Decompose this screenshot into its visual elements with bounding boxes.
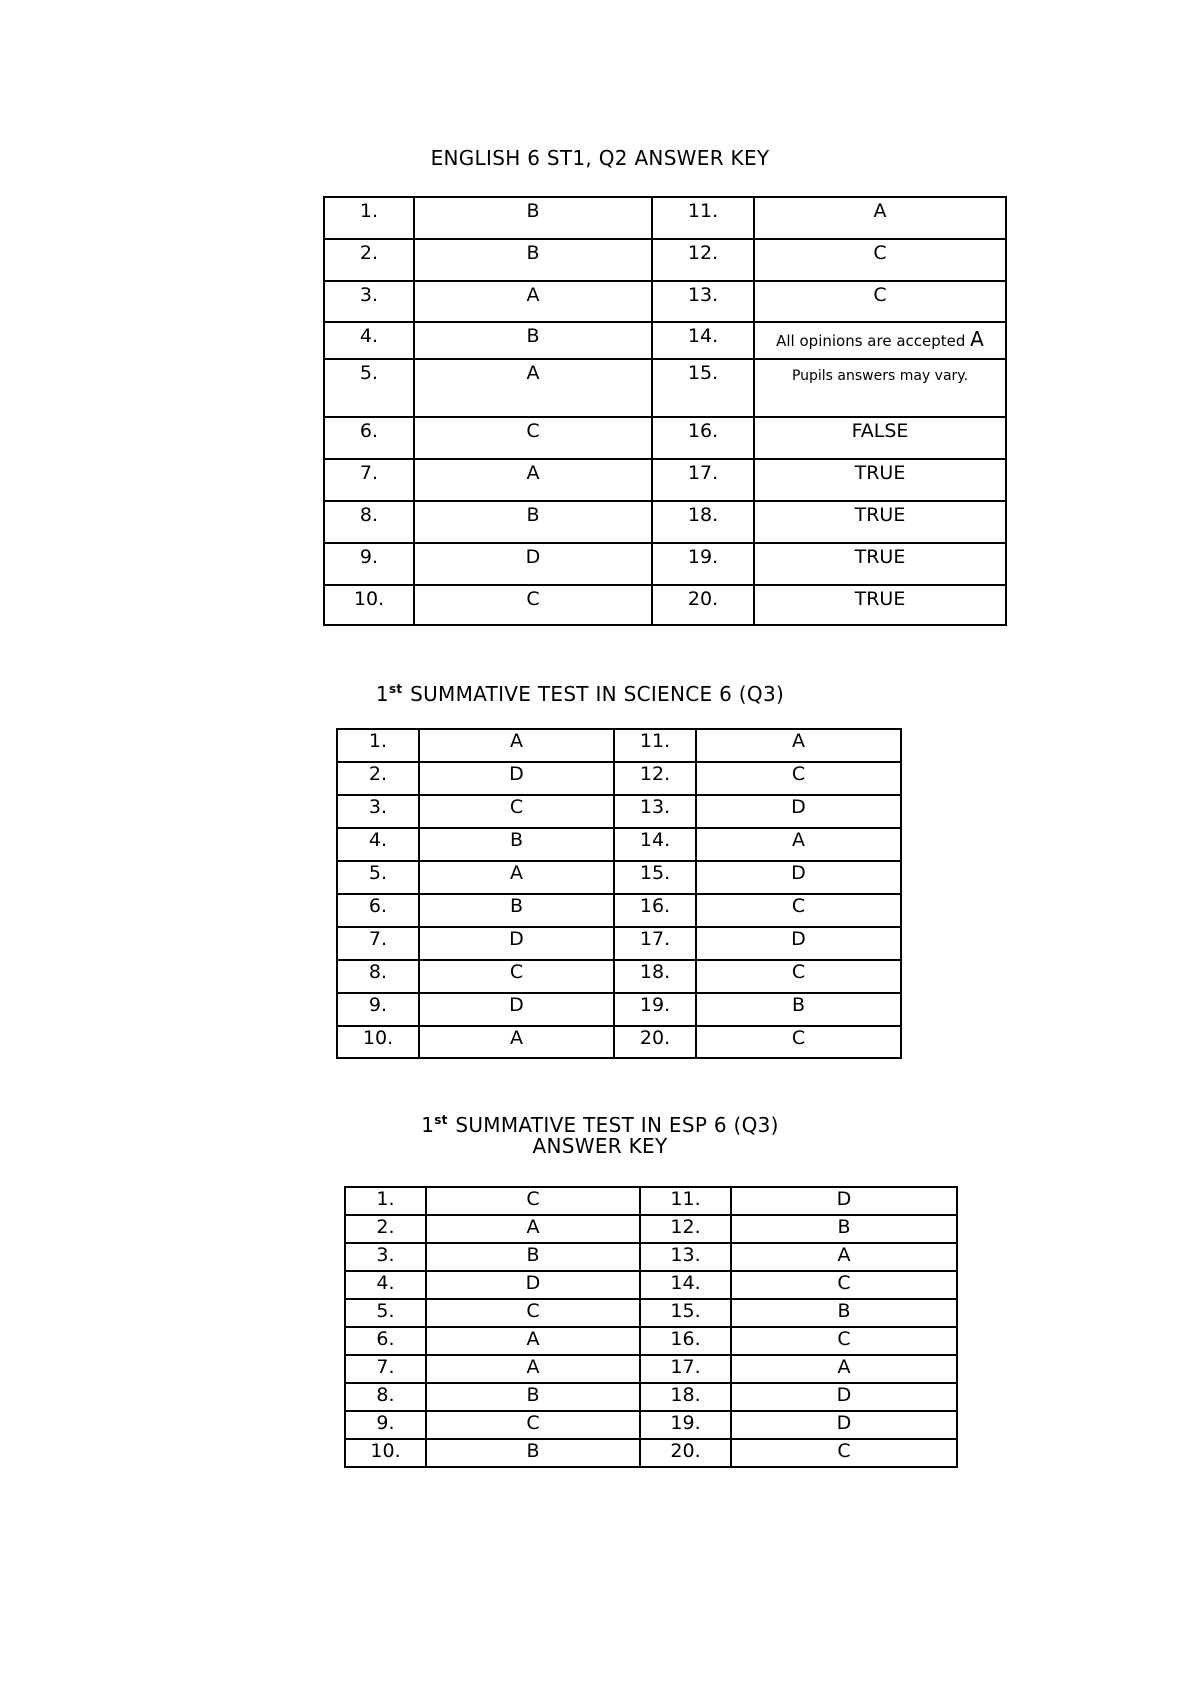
answer-cell: C	[696, 960, 901, 993]
table-row	[337, 960, 901, 993]
answer-cell: A	[426, 1215, 640, 1243]
answer-cell: C	[731, 1439, 957, 1467]
table-row	[324, 359, 1006, 417]
table-row	[345, 1299, 957, 1327]
item-number: 9.	[324, 543, 414, 585]
answer-cell: B	[426, 1243, 640, 1271]
table-row	[345, 1383, 957, 1411]
answer-cell: B	[414, 197, 652, 239]
table-row	[337, 762, 901, 795]
item-number: 7.	[324, 459, 414, 501]
answer-cell: B	[426, 1439, 640, 1467]
item-number: 16.	[652, 417, 754, 459]
item-number: 8.	[345, 1383, 426, 1411]
answer-cell: TRUE	[754, 585, 1006, 625]
item-number: 12.	[640, 1215, 731, 1243]
answer-cell: A	[731, 1243, 957, 1271]
item-number: 3.	[324, 281, 414, 322]
table-row	[345, 1187, 957, 1215]
item-number: 20.	[614, 1026, 696, 1058]
answer-cell: D	[731, 1383, 957, 1411]
item-number: 18.	[614, 960, 696, 993]
item-number: 20.	[652, 585, 754, 625]
answer-cell: C	[426, 1187, 640, 1215]
item-number: 17.	[614, 927, 696, 960]
item-number: 11.	[652, 197, 754, 239]
answer-cell: B	[414, 501, 652, 543]
table-row	[324, 239, 1006, 281]
answer-cell: C	[414, 585, 652, 625]
answer-cell: A	[426, 1327, 640, 1355]
item-number: 12.	[614, 762, 696, 795]
table-row	[345, 1439, 957, 1467]
answer-cell: C	[419, 795, 614, 828]
science-title-sup: st	[388, 682, 403, 696]
table-row	[345, 1215, 957, 1243]
esp-subtitle	[0, 1133, 1200, 1159]
item-number: 15.	[640, 1299, 731, 1327]
answer-cell: C	[696, 1026, 901, 1058]
table-row	[345, 1355, 957, 1383]
item-number: 16.	[640, 1327, 731, 1355]
answer-cell: D	[419, 993, 614, 1026]
answer-cell: A	[731, 1355, 957, 1383]
answer-cell: FALSE	[754, 417, 1006, 459]
item-number: 12.	[652, 239, 754, 281]
answer-cell: B	[731, 1215, 957, 1243]
item-number: 8.	[337, 960, 419, 993]
answer-cell: B	[414, 322, 652, 359]
table-row	[324, 585, 1006, 625]
item-number: 1.	[337, 729, 419, 762]
answer-cell: C	[419, 960, 614, 993]
table-row	[324, 459, 1006, 501]
item-number: 2.	[324, 239, 414, 281]
table-row	[337, 729, 901, 762]
item-number: 15.	[614, 861, 696, 894]
item-number: 6.	[337, 894, 419, 927]
item-number: 7.	[337, 927, 419, 960]
answer-cell: B	[426, 1383, 640, 1411]
item-number: 14.	[652, 322, 754, 359]
answer-cell: C	[696, 894, 901, 927]
answer-cell: B	[696, 993, 901, 1026]
item-number: 4.	[337, 828, 419, 861]
item-number: 13.	[614, 795, 696, 828]
item-number: 10.	[345, 1439, 426, 1467]
answer-cell: B	[419, 828, 614, 861]
item-number: 18.	[652, 501, 754, 543]
answer-cell: D	[696, 795, 901, 828]
answer-cell: D	[414, 543, 652, 585]
esp-title-text: SUMMATIVE TEST IN ESP 6 (Q3)	[448, 1113, 779, 1137]
science-title-number: 1	[375, 682, 389, 706]
table-row	[324, 417, 1006, 459]
answer-cell: C	[731, 1271, 957, 1299]
item-number: 1.	[324, 197, 414, 239]
item-number: 14.	[640, 1271, 731, 1299]
answer-cell: D	[731, 1411, 957, 1439]
answer-cell: D	[731, 1187, 957, 1215]
item-number: 19.	[640, 1411, 731, 1439]
item-number: 1.	[345, 1187, 426, 1215]
answer-cell: C	[731, 1327, 957, 1355]
answer-cell: D	[419, 762, 614, 795]
table-row	[337, 894, 901, 927]
answer-cell: A	[419, 1026, 614, 1058]
answer-cell: C	[754, 281, 1006, 322]
science-title	[0, 676, 1200, 707]
answer-cell: B	[414, 239, 652, 281]
item-number: 6.	[345, 1327, 426, 1355]
table-row	[345, 1327, 957, 1355]
item-number: 5.	[345, 1299, 426, 1327]
science-title-text: SUMMATIVE TEST IN SCIENCE 6 (Q3)	[403, 682, 785, 706]
english-answer-table	[323, 196, 1007, 626]
esp-subtitle-text: ANSWER KEY	[532, 1134, 668, 1158]
item-number: 7.	[345, 1355, 426, 1383]
item-number: 10.	[337, 1026, 419, 1058]
item-number: 13.	[640, 1243, 731, 1271]
item-number: 10.	[324, 585, 414, 625]
table-row	[337, 993, 901, 1026]
answer-cell: A	[414, 359, 652, 417]
answer-cell: B	[731, 1299, 957, 1327]
answer-cell: TRUE	[754, 459, 1006, 501]
answer-cell: C	[414, 417, 652, 459]
answer-cell: TRUE	[754, 501, 1006, 543]
answer-cell: C	[696, 762, 901, 795]
answer-cell: D	[696, 861, 901, 894]
english-title-text: ENGLISH 6 ST1, Q2 ANSWER KEY	[430, 146, 770, 170]
item-number: 2.	[345, 1215, 426, 1243]
table-row	[324, 281, 1006, 322]
item-number: 3.	[345, 1243, 426, 1271]
answer-cell: A	[419, 729, 614, 762]
answer-cell: C	[426, 1299, 640, 1327]
table-row	[337, 861, 901, 894]
answer-cell: C	[426, 1411, 640, 1439]
table-row	[324, 501, 1006, 543]
item-number: 20.	[640, 1439, 731, 1467]
answer-cell: Pupils answers may vary.	[754, 359, 1006, 417]
item-number: 8.	[324, 501, 414, 543]
table-row	[345, 1411, 957, 1439]
table-row	[324, 543, 1006, 585]
item-number: 9.	[337, 993, 419, 1026]
answer-cell: D	[696, 927, 901, 960]
opinion-text: All opinions are accepted	[776, 332, 966, 350]
answer-cell: D	[426, 1271, 640, 1299]
item-number: 3.	[337, 795, 419, 828]
esp-title-sup: st	[434, 1113, 448, 1127]
item-number: 19.	[614, 993, 696, 1026]
item-number: 9.	[345, 1411, 426, 1439]
table-row	[337, 927, 901, 960]
item-number: 19.	[652, 543, 754, 585]
english-title	[0, 145, 1200, 171]
table-row	[345, 1271, 957, 1299]
item-number: 16.	[614, 894, 696, 927]
item-number: 4.	[324, 322, 414, 359]
item-number: 17.	[640, 1355, 731, 1383]
table-row	[337, 828, 901, 861]
esp-answer-table	[344, 1186, 958, 1468]
answer-cell: TRUE	[754, 543, 1006, 585]
answer-cell: A	[414, 459, 652, 501]
item-number: 11.	[614, 729, 696, 762]
item-number: 2.	[337, 762, 419, 795]
item-number: 13.	[652, 281, 754, 322]
table-row	[324, 197, 1006, 239]
answer-cell: A	[754, 197, 1006, 239]
table-row	[337, 795, 901, 828]
table-row	[337, 1026, 901, 1058]
answer-cell-opinion	[754, 322, 1006, 359]
answer-cell: A	[696, 828, 901, 861]
opinion-letter: A	[970, 327, 984, 351]
science-answer-table	[336, 728, 902, 1059]
answer-cell: A	[419, 861, 614, 894]
answer-cell: C	[754, 239, 1006, 281]
item-number: 18.	[640, 1383, 731, 1411]
answer-cell: A	[426, 1355, 640, 1383]
answer-cell: A	[696, 729, 901, 762]
item-number: 17.	[652, 459, 754, 501]
table-row	[345, 1243, 957, 1271]
table-row	[324, 322, 1006, 359]
item-number: 14.	[614, 828, 696, 861]
item-number: 4.	[345, 1271, 426, 1299]
item-number: 5.	[337, 861, 419, 894]
item-number: 6.	[324, 417, 414, 459]
answer-cell: A	[414, 281, 652, 322]
item-number: 5.	[324, 359, 414, 417]
item-number: 11.	[640, 1187, 731, 1215]
answer-cell: D	[419, 927, 614, 960]
esp-title-number: 1	[421, 1113, 435, 1137]
item-number: 15.	[652, 359, 754, 417]
answer-cell: B	[419, 894, 614, 927]
